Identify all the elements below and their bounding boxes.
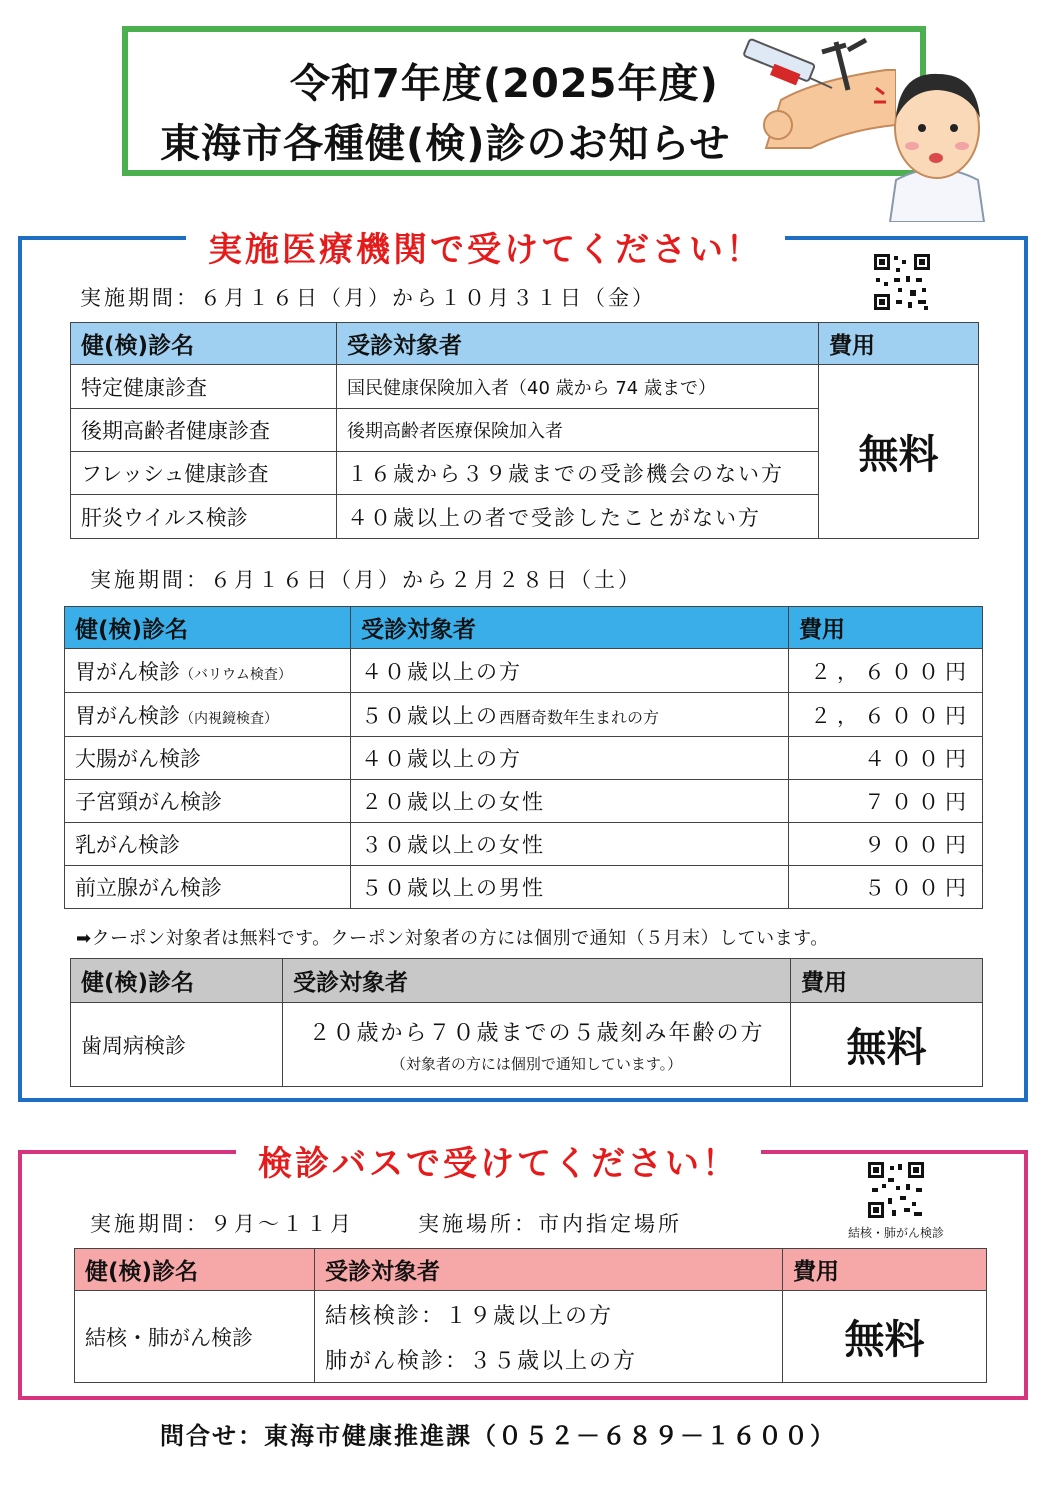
row-name: 乳がん検診 [65, 823, 351, 866]
row-target: ４０歳以上の者で受診したことがない方 [337, 495, 819, 539]
row-target-2: 肺がん検診：３５歳以上の方 [325, 1348, 638, 1374]
row-target-text: ５０歳以上の [361, 703, 499, 728]
table-row [65, 866, 983, 909]
row-target [315, 1291, 783, 1383]
table-periodontal [70, 958, 983, 1087]
header-target: 受診対象者 [283, 959, 791, 1003]
bus-period: 実施期間：９月～１１月 [90, 1212, 354, 1236]
qr-code-icon[interactable] [866, 1160, 926, 1220]
table-row [75, 1291, 987, 1383]
table-row [65, 693, 983, 737]
row-name: 大腸がん検診 [65, 737, 351, 780]
man-illustration [872, 62, 1002, 222]
table-row [65, 780, 983, 823]
row-name [65, 693, 351, 737]
coupon-note: ➡クーポン対象者は無料です。クーポン対象者の方には個別で通知（５月末）しています。 [76, 928, 829, 949]
row-target [351, 693, 789, 737]
row-target-text: ４０歳以上の方 [361, 659, 522, 684]
row-name-note: （内視鏡検査） [180, 710, 278, 727]
row-target: １６歳から３９歳までの受診機会のない方 [337, 452, 819, 495]
row-fee: ７００円 [789, 780, 983, 823]
table-row [71, 365, 979, 409]
row-target-1: 結核検診：１９歳以上の方 [325, 1303, 614, 1329]
bus-place: 実施場所：市内指定場所 [418, 1212, 682, 1236]
contact-info: 問合せ：東海市健康推進課（０５２－６８９－１６００） [160, 1422, 836, 1450]
row-target-text: ２０歳から７０歳までの５歳刻み年齢の方 [308, 1020, 765, 1046]
bus-table-header-row [75, 1249, 987, 1291]
header-fee: 費用 [789, 607, 983, 649]
row-target: 国民健康保険加入者（40 歳から 74 歳まで） [337, 365, 819, 409]
row-name-text: 胃がん検診 [75, 703, 180, 728]
row-name: 特定健康診査 [71, 365, 337, 409]
row-fee: ２，６００円 [789, 693, 983, 737]
row-target: ５０歳以上の男性 [351, 866, 789, 909]
section1-title: 実施医療機関で受けてください！ [186, 222, 785, 271]
row-name: 歯周病検診 [71, 1003, 283, 1087]
section2-title: 検診バスで受けてください！ [236, 1136, 761, 1185]
header-fee: 費用 [791, 959, 983, 1003]
header-fee: 費用 [783, 1249, 987, 1291]
table-row [65, 823, 983, 866]
row-name: 結核・肺がん検診 [75, 1291, 315, 1383]
row-name-text: 胃がん検診 [75, 659, 180, 684]
fee-free: 無料 [819, 365, 979, 539]
header-name: 健(検)診名 [65, 607, 351, 649]
row-target-note: （対象者の方には個別で通知しています。） [390, 1054, 683, 1073]
row-name-note: （バリウム検査） [180, 666, 292, 683]
table1-header-row [71, 323, 979, 365]
header-name: 健(検)診名 [71, 323, 337, 365]
row-fee: ５００円 [789, 866, 983, 909]
row-fee: ２，６００円 [789, 649, 983, 693]
header-fee: 費用 [819, 323, 979, 365]
row-fee: ９００円 [789, 823, 983, 866]
qr-code-icon[interactable] [872, 252, 932, 312]
title-line-2: 東海市各種健(検)診のお知らせ [160, 121, 731, 167]
row-target: ２０歳以上の女性 [351, 780, 789, 823]
row-name: 子宮頸がん検診 [65, 780, 351, 823]
header-name: 健(検)診名 [75, 1249, 315, 1291]
fee-free: 無料 [783, 1291, 987, 1383]
header-target: 受診対象者 [337, 323, 819, 365]
row-name [65, 649, 351, 693]
period-1: 実施期間：６月１６日（月）から１０月３１日（金） [80, 286, 656, 310]
row-target: 後期高齢者医療保険加入者 [337, 409, 819, 452]
row-name: フレッシュ健康診査 [71, 452, 337, 495]
table-cancer-screenings [64, 606, 983, 909]
table-row [71, 1003, 983, 1087]
row-name: 後期高齢者健康診査 [71, 409, 337, 452]
row-target: ４０歳以上の方 [351, 737, 789, 780]
table-row [65, 737, 983, 780]
period-2: 実施期間：６月１６日（月）から２月２８日（土） [90, 568, 642, 592]
header-target: 受診対象者 [315, 1249, 783, 1291]
fee-free: 無料 [791, 1003, 983, 1087]
table-row [65, 649, 983, 693]
table3-header-row [71, 959, 983, 1003]
title-line-1: 令和7年度(2025年度) [290, 61, 719, 107]
row-target-note: 西暦奇数年生まれの方 [499, 707, 660, 727]
table-bus-screening [74, 1248, 987, 1383]
qr-caption: 結核・肺がん検診 [848, 1226, 945, 1240]
row-name: 前立腺がん検診 [65, 866, 351, 909]
table2-header-row [65, 607, 983, 649]
header-name: 健(検)診名 [71, 959, 283, 1003]
row-target [351, 649, 789, 693]
table-health-checkups-1 [70, 322, 979, 539]
row-target: ３０歳以上の女性 [351, 823, 789, 866]
header-target: 受診対象者 [351, 607, 789, 649]
row-fee: ４００円 [789, 737, 983, 780]
row-target [283, 1003, 791, 1087]
row-name: 肝炎ウイルス検診 [71, 495, 337, 539]
